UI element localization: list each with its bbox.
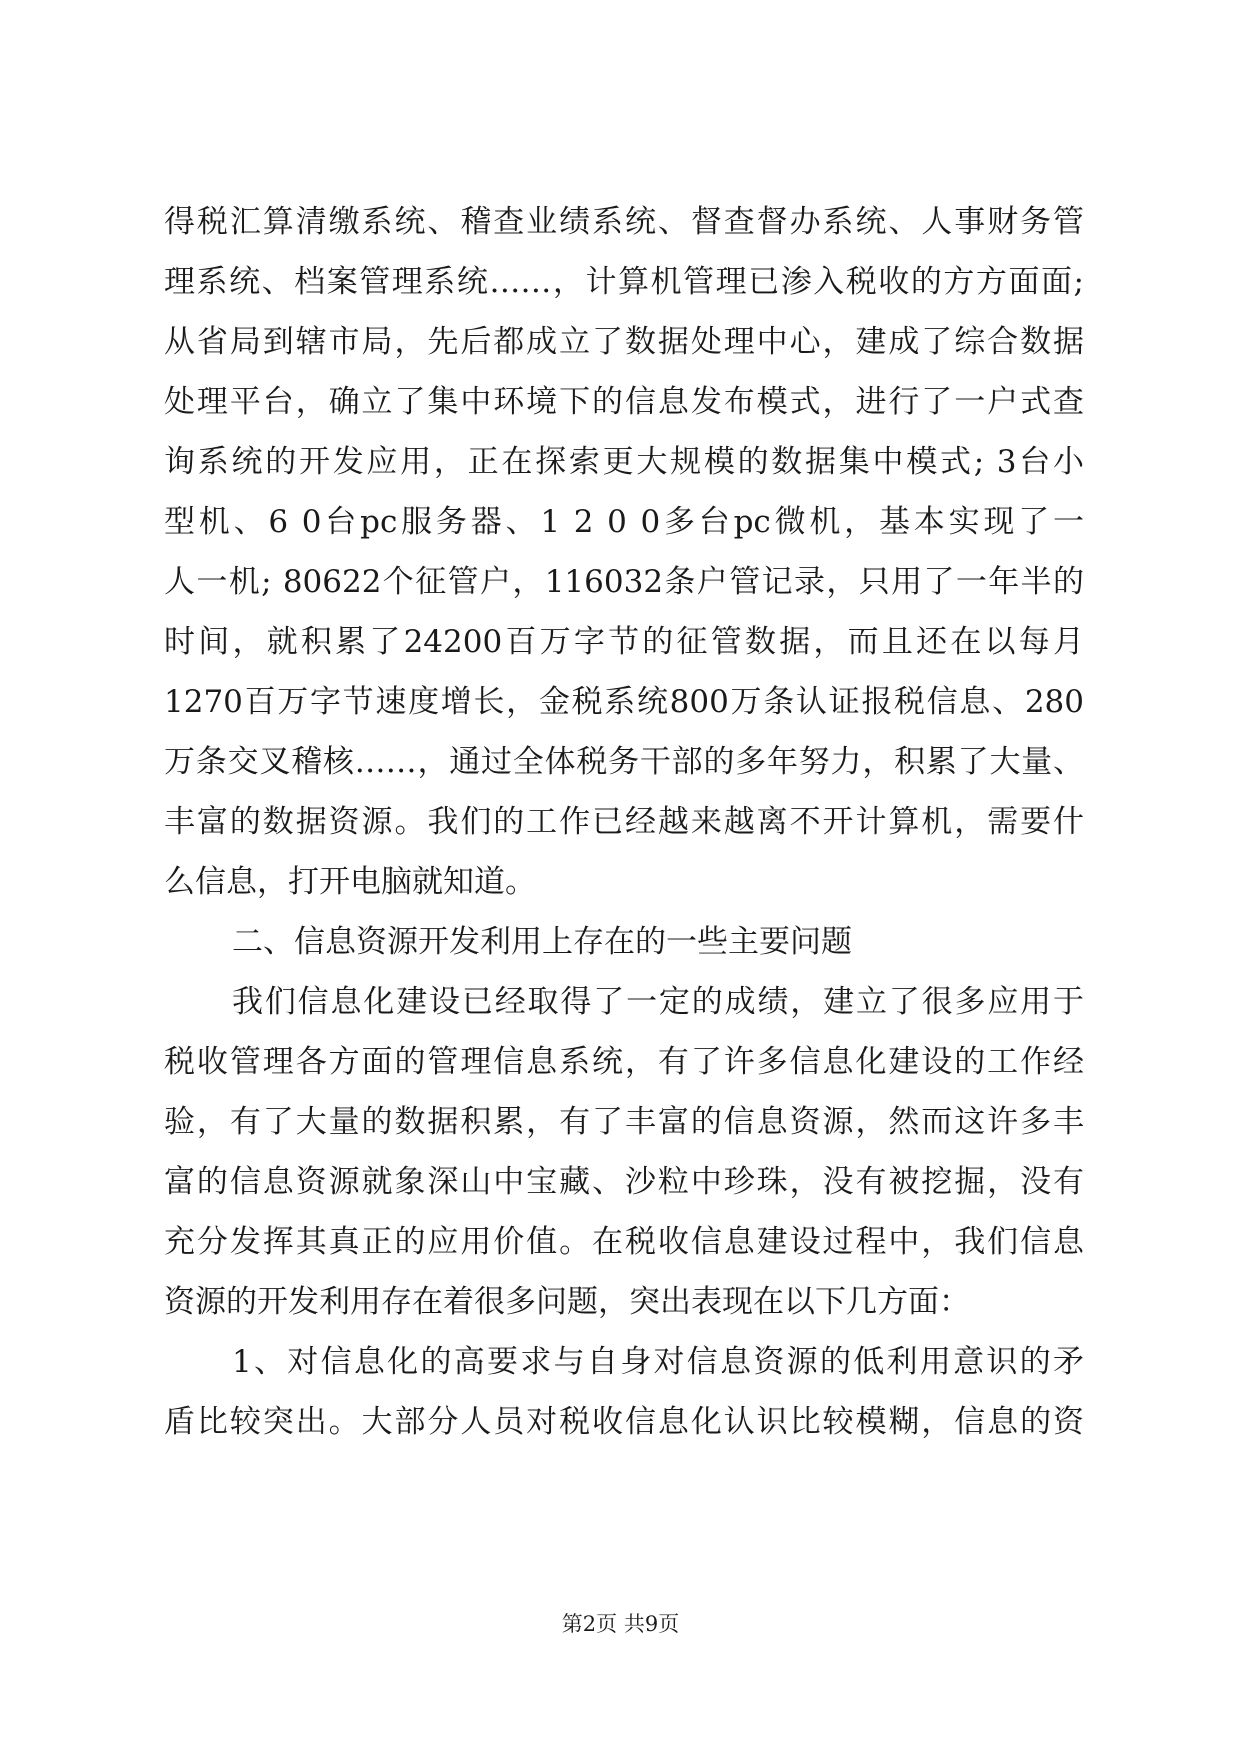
page-number-footer: 第2页 共9页: [561, 1612, 680, 1636]
text-line-7: 人一机; 80622个征管户，116032条户管记录，只用了一年半的: [164, 564, 1084, 600]
text-line-1: 得税汇算清缴系统、稽查业绩系统、督查督办系统、人事财务管: [164, 204, 1084, 240]
text-line-6: 型机、6 0台pc服务器、1 2 0 0多台pc微机，基本实现了一: [164, 504, 1084, 540]
text-line-3: 从省局到辖市局，先后都成立了数据处理中心，建成了综合数据: [164, 324, 1084, 360]
text-line-12: 么信息，打开电脑就知道。: [164, 864, 536, 900]
text-line-4: 处理平台，确立了集中环境下的信息发布模式，进行了一户式查: [164, 384, 1084, 420]
text-line-8: 时间，就积累了24200百万字节的征管数据，而且还在以每月: [164, 624, 1084, 660]
text-line-17: 富的信息资源就象深山中宝藏、沙粒中珍珠，没有被挖掘，没有: [164, 1164, 1084, 1200]
text-line-11: 丰富的数据资源。我们的工作已经越来越离不开计算机，需要什: [164, 804, 1084, 840]
text-line-18: 充分发挥其真正的应用价值。在税收信息建设过程中，我们信息: [164, 1224, 1084, 1260]
text-line-16: 验，有了大量的数据积累，有了丰富的信息资源，然而这许多丰: [164, 1104, 1084, 1140]
text-line-2: 理系统、档案管理系统……，计算机管理已渗入税收的方方面面;: [164, 264, 1084, 300]
text-line-20: 1、对信息化的高要求与自身对信息资源的低利用意识的矛: [232, 1344, 1084, 1380]
text-line-14: 我们信息化建设已经取得了一定的成绩，建立了很多应用于: [232, 984, 1084, 1020]
text-line-10: 万条交叉稽核……，通过全体税务干部的多年努力，积累了大量、: [164, 744, 1084, 780]
text-line-15: 税收管理各方面的管理信息系统，有了许多信息化建设的工作经: [164, 1044, 1084, 1080]
section-heading: 二、信息资源开发利用上存在的一些主要问题: [232, 924, 852, 960]
text-line-21: 盾比较突出。大部分人员对税收信息化认识比较模糊，信息的资: [164, 1404, 1084, 1440]
text-line-5: 询系统的开发应用，正在探索更大规模的数据集中模式; 3台小: [164, 444, 1084, 480]
text-line-9: 1270百万字节速度增长，金税系统800万条认证报税信息、280: [164, 684, 1084, 720]
text-line-19: 资源的开发利用存在着很多问题，突出表现在以下几方面：: [164, 1284, 970, 1320]
